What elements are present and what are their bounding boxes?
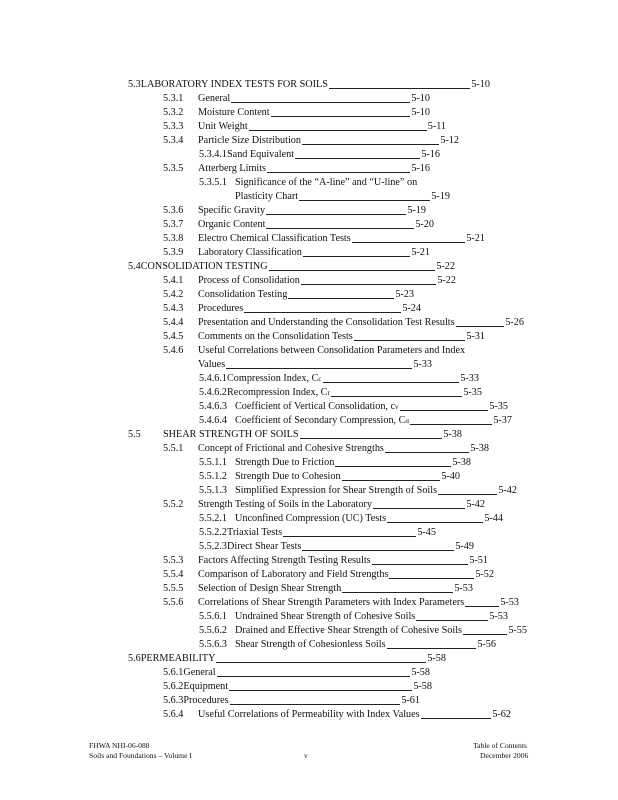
toc-entry-page: 5-53 [500, 597, 519, 608]
toc-entry-page: 5-62 [492, 709, 511, 720]
toc-leader-line [217, 676, 411, 677]
toc-entry-number: 5.3.6 [163, 205, 184, 216]
footer-date: December 2006 [480, 751, 529, 760]
footer-section-title: Table of Contents [473, 741, 527, 750]
toc-entry-number: 5.4.2 [163, 289, 184, 300]
toc-entry[interactable] [163, 233, 485, 245]
toc-entry-number: 5.3.3 [163, 121, 184, 132]
toc-entry-title: Significance of the “A-line” and “U-line” on [235, 177, 418, 188]
toc-leader-line [303, 256, 410, 257]
toc-entry-number: 5.5.2.2 [199, 527, 228, 538]
toc-leader-line [299, 200, 430, 201]
toc-entry[interactable] [199, 387, 482, 399]
toc-entry-title: Coefficient of Secondary Compression, C [235, 415, 406, 426]
toc-entry-page: 5-35 [463, 387, 482, 398]
toc-entry-page: 5-44 [484, 513, 503, 524]
toc-entry-page: 5-58 [427, 653, 446, 664]
toc-entry-number: 5.3.4.1 [199, 149, 228, 160]
toc-entry-page: 5-19 [431, 191, 450, 202]
toc-entry-page: 5-16 [421, 149, 440, 160]
toc-entry[interactable] [199, 471, 460, 483]
toc-entry-title: Sand Equivalent [227, 149, 295, 160]
toc-entry-page: 5-22 [436, 261, 455, 272]
toc-entry-title: Procedures [183, 695, 229, 706]
toc-entry-page: 5-12 [440, 135, 459, 146]
toc-entry[interactable] [163, 135, 459, 147]
toc-entry-title: Comments on the Consolidation Tests [198, 331, 353, 342]
toc-entry-number: 5.4.3 [163, 303, 184, 314]
toc-entry-page: 5-37 [493, 415, 512, 426]
toc-leader-line [230, 704, 401, 705]
toc-leader-line [329, 88, 470, 89]
toc-entry-number: 5.5 [128, 429, 141, 440]
toc-entry[interactable] [163, 275, 456, 287]
toc-entry-page: 5-40 [441, 471, 460, 482]
toc-leader-line [302, 144, 439, 145]
toc-leader-line [300, 438, 443, 439]
footer-document-id: FHWA NHI-06-088 [89, 741, 150, 750]
toc-leader-line [385, 452, 469, 453]
toc-leader-line [342, 592, 453, 593]
toc-entry-number: 5.4.6.4 [199, 415, 228, 426]
toc-entry[interactable] [163, 205, 426, 217]
toc-leader-line [331, 396, 463, 397]
toc-entry-title: Consolidation Testing [198, 289, 288, 300]
toc-entry-page: 5-38 [443, 429, 462, 440]
toc-entry-number: 5.3.1 [163, 93, 184, 104]
toc-entry[interactable] [128, 429, 462, 441]
toc-entry-number: 5.3.8 [163, 233, 184, 244]
toc-entry-number: 5.5.2.1 [199, 513, 228, 524]
toc-leader-line [387, 522, 483, 523]
toc-entry[interactable] [199, 527, 436, 539]
toc-entry-page: 5-26 [505, 317, 524, 328]
toc-entry-page: 5-10 [411, 107, 430, 118]
toc-entry-number: 5.4.6.2 [199, 387, 228, 398]
toc-entry-number: 5.5.6 [163, 597, 184, 608]
toc-entry-number: 5.6.1 [163, 667, 184, 678]
toc-entry-page: 5-20 [415, 219, 434, 230]
toc-entry-number: 5.4 [128, 261, 141, 272]
toc-entry-title: Coefficient of Vertical Consolidation, c [235, 401, 396, 412]
toc-entry-page: 5-56 [477, 639, 496, 650]
toc-entry-number: 5.3.9 [163, 247, 184, 258]
toc-entry-number: 5.3.5.1 [199, 177, 228, 188]
toc-entry-title: Strength Due to Friction [235, 457, 335, 468]
toc-entry[interactable] [163, 555, 488, 567]
toc-entry[interactable] [199, 485, 517, 497]
toc-leader-line [283, 536, 416, 537]
toc-entry-number: 5.5.1.1 [199, 457, 228, 468]
toc-leader-line [335, 466, 451, 467]
toc-entry[interactable] [199, 639, 496, 651]
toc-entry-page: 5-42 [498, 485, 517, 496]
toc-entry-title: Strength Due to Cohesion [235, 471, 341, 482]
toc-entry[interactable] [128, 261, 455, 273]
toc-entry[interactable] [163, 219, 434, 231]
toc-entry-title: Compression Index, C [227, 373, 319, 384]
toc-entry-title: General [183, 667, 216, 678]
toc-entry-number: 5.4.4 [163, 317, 184, 328]
toc-entry[interactable] [128, 653, 446, 665]
toc-entry[interactable] [163, 93, 430, 105]
footer-page-number: v [304, 751, 308, 760]
toc-entry-title: Equipment [183, 681, 229, 692]
toc-entry-number: 5.5.4 [163, 569, 184, 580]
toc-entry[interactable] [163, 289, 414, 301]
toc-entry-first-line [163, 345, 465, 357]
toc-entry-page: 5-53 [489, 611, 508, 622]
toc-entry[interactable] [163, 499, 485, 511]
toc-entry-title: Useful Correlations of Permeability with Index Values [198, 709, 420, 720]
toc-entry-page: 5-10 [471, 79, 490, 90]
toc-entry[interactable] [163, 331, 485, 343]
toc-entry[interactable] [163, 107, 430, 119]
toc-entry-number: 5.4.6.1 [199, 373, 228, 384]
toc-entry-title: Selection of Design Shear Strength [198, 583, 342, 594]
toc-entry-number: 5.6.4 [163, 709, 184, 720]
toc-entry-title: PERMEABILITY [140, 653, 216, 664]
toc-leader-line [288, 298, 394, 299]
toc-entry-title: Strength Testing of Soils in the Laboratory [198, 499, 372, 510]
toc-entry-page: 5-38 [452, 457, 471, 468]
toc-entry[interactable] [163, 709, 511, 721]
toc-entry-number: 5.4.6 [163, 345, 184, 356]
footer-volume-title: Soils and Foundations – Volume I [89, 751, 192, 760]
toc-entry-title: Simplified Expression for Shear Strength of Soils [235, 485, 438, 496]
toc-entry[interactable] [163, 583, 473, 595]
toc-leader-line [231, 102, 410, 103]
toc-leader-line [416, 620, 488, 621]
toc-entry-title: Moisture Content [198, 107, 270, 118]
toc-entry-title: LABORATORY INDEX TESTS FOR SOILS [140, 79, 328, 90]
toc-leader-line [372, 564, 469, 565]
toc-entry-page: 5-49 [455, 541, 474, 552]
toc-entry-title: Process of Consolidation [198, 275, 300, 286]
toc-entry[interactable] [163, 597, 519, 609]
toc-entry[interactable] [199, 149, 440, 161]
toc-leader-line [269, 270, 436, 271]
toc-leader-line [301, 284, 436, 285]
toc-entry-page: 5-55 [508, 625, 527, 636]
toc-entry-number: 5.5.6.3 [199, 639, 228, 650]
toc-entry-page: 5-58 [413, 681, 432, 692]
toc-entry-page: 5-11 [427, 121, 446, 132]
toc-entry-subscript: α [405, 417, 410, 425]
toc-entry-page: 5-35 [489, 401, 508, 412]
toc-leader-line [438, 494, 497, 495]
toc-leader-line [387, 648, 477, 649]
toc-entry-page: 5-16 [411, 163, 430, 174]
toc-entry-title: Unit Weight [198, 121, 248, 132]
toc-leader-line [421, 718, 492, 719]
toc-leader-line [389, 578, 474, 579]
toc-entry-title: Triaxial Tests [227, 527, 283, 538]
toc-entry-title: General [198, 93, 231, 104]
toc-entry-page: 5-52 [475, 569, 494, 580]
toc-entry-subscript: v [395, 403, 399, 411]
toc-leader-line [267, 172, 410, 173]
toc-entry-title-continued: Plasticity Chart [235, 191, 299, 202]
toc-entry-title: Electro Chemical Classification Tests [198, 233, 351, 244]
toc-entry-number: 5.5.2 [163, 499, 184, 510]
toc-entry-number: 5.3 [128, 79, 141, 90]
toc-entry-title: Undrained Shear Strength of Cohesive Soils [235, 611, 416, 622]
toc-leader-line [302, 550, 454, 551]
toc-entry-title: CONSOLIDATION TESTING [140, 261, 268, 272]
toc-entry-title: Shear Strength of Cohesionless Soils [235, 639, 386, 650]
toc-entry[interactable] [199, 541, 474, 553]
toc-leader-line [266, 228, 414, 229]
toc-entry-number: 5.4.6.3 [199, 401, 228, 412]
toc-entry-number: 5.6 [128, 653, 141, 664]
toc-entry-title: Recompression Index, C [227, 387, 328, 398]
toc-leader-line [400, 410, 489, 411]
toc-entry-number: 5.5.1 [163, 443, 184, 454]
toc-leader-line [354, 340, 466, 341]
toc-entry[interactable] [199, 611, 508, 623]
toc-entry-title: Laboratory Classification [198, 247, 302, 258]
toc-entry[interactable] [163, 247, 430, 259]
toc-entry[interactable] [163, 667, 430, 679]
toc-leader-line [342, 480, 441, 481]
toc-leader-line [323, 382, 460, 383]
toc-leader-line [456, 326, 505, 327]
toc-entry-page: 5-33 [413, 359, 432, 370]
toc-entry-title: Specific Gravity [198, 205, 266, 216]
toc-entry-title-continued: Values [198, 359, 226, 370]
toc-entry[interactable] [199, 415, 512, 427]
toc-entry-page: 5-38 [470, 443, 489, 454]
toc-entry-page: 5-10 [411, 93, 430, 104]
toc-entry-number: 5.5.5 [163, 583, 184, 594]
toc-entry[interactable] [163, 443, 489, 455]
toc-entry-number: 5.5.3 [163, 555, 184, 566]
toc-entry-title: Useful Correlations between Consolidation Parameters and Index [198, 345, 466, 356]
toc-entry[interactable] [199, 457, 471, 469]
toc-leader-line [229, 690, 412, 691]
toc-entry-title: Particle Size Distribution [198, 135, 301, 146]
toc-entry-number: 5.3.2 [163, 107, 184, 118]
toc-entry-title: Presentation and Understanding the Consolidation Test Results [198, 317, 455, 328]
toc-entry-title: Drained and Effective Shear Strength of Cohesive Soils [235, 625, 462, 636]
toc-entry-page: 5-31 [466, 331, 485, 342]
toc-leader-line [226, 368, 412, 369]
toc-entry-title: Procedures [198, 303, 244, 314]
toc-leader-line [465, 606, 499, 607]
toc-entry[interactable] [163, 695, 420, 707]
toc-entry[interactable] [163, 163, 430, 175]
toc-entry-title: SHEAR STRENGTH OF SOILS [163, 429, 299, 440]
toc-entry-title: Correlations of Shear Strength Parameters with Index Parameters [198, 597, 465, 608]
toc-entry[interactable] [199, 401, 508, 413]
toc-entry[interactable] [235, 191, 450, 203]
toc-entry[interactable] [163, 681, 432, 693]
toc-entry[interactable] [128, 79, 490, 91]
toc-leader-line [266, 214, 406, 215]
toc-entry-number: 5.3.7 [163, 219, 184, 230]
toc-entry[interactable] [163, 569, 494, 581]
toc-entry-number: 5.6.3 [163, 695, 184, 706]
toc-entry-page: 5-58 [411, 667, 430, 678]
toc-entry-page: 5-51 [469, 555, 488, 566]
toc-entry-title: Direct Shear Tests [227, 541, 302, 552]
toc-entry-subscript: r [327, 389, 330, 397]
toc-entry-page: 5-19 [407, 205, 426, 216]
toc-entry-page: 5-53 [454, 583, 473, 594]
toc-entry-title: Comparison of Laboratory and Field Strengths [198, 569, 389, 580]
toc-entry-number: 5.5.1.3 [199, 485, 228, 496]
toc-entry-number: 5.5.2.3 [199, 541, 228, 552]
toc-entry-first-line [199, 177, 417, 189]
toc-entry-number: 5.3.5 [163, 163, 184, 174]
toc-entry-number: 5.5.1.2 [199, 471, 228, 482]
toc-entry-page: 5-23 [395, 289, 414, 300]
toc-entry-number: 5.5.6.1 [199, 611, 228, 622]
toc-entry[interactable] [163, 121, 446, 133]
toc-leader-line [249, 130, 427, 131]
toc-leader-line [463, 634, 507, 635]
toc-entry-number: 5.4.5 [163, 331, 184, 342]
toc-entry-number: 5.5.6.2 [199, 625, 228, 636]
toc-entry[interactable] [199, 625, 527, 637]
toc-leader-line [373, 508, 465, 509]
toc-entry[interactable] [199, 373, 479, 385]
toc-entry-number: 5.3.4 [163, 135, 184, 146]
toc-entry-page: 5-24 [402, 303, 421, 314]
toc-leader-line [244, 312, 401, 313]
toc-leader-line [271, 116, 411, 117]
toc-entry-page: 5-61 [401, 695, 420, 706]
toc-entry[interactable] [163, 317, 524, 329]
toc-leader-line [352, 242, 466, 243]
toc-entry[interactable] [163, 303, 421, 315]
toc-entry[interactable] [199, 513, 503, 525]
toc-entry-page: 5-21 [466, 233, 485, 244]
toc-entry-title: Concept of Frictional and Cohesive Strengths [198, 443, 384, 454]
toc-entry-title: Organic Content [198, 219, 266, 230]
toc-entry-page: 5-45 [417, 527, 436, 538]
toc-leader-line [410, 424, 492, 425]
toc-entry-title: Atterberg Limits [198, 163, 266, 174]
toc-entry-page: 5-33 [460, 373, 479, 384]
toc-entry-title: Unconfined Compression (UC) Tests [235, 513, 387, 524]
toc-entry-number: 5.6.2 [163, 681, 184, 692]
toc-entry[interactable] [198, 359, 432, 371]
toc-entry-number: 5.4.1 [163, 275, 184, 286]
toc-leader-line [216, 662, 426, 663]
toc-entry-subscript: c [318, 375, 322, 383]
toc-leader-line [295, 158, 420, 159]
toc-entry-page: 5-21 [411, 247, 430, 258]
toc-entry-title: Factors Affecting Strength Testing Results [198, 555, 371, 566]
toc-entry-page: 5-22 [437, 275, 456, 286]
toc-entry-page: 5-42 [466, 499, 485, 510]
